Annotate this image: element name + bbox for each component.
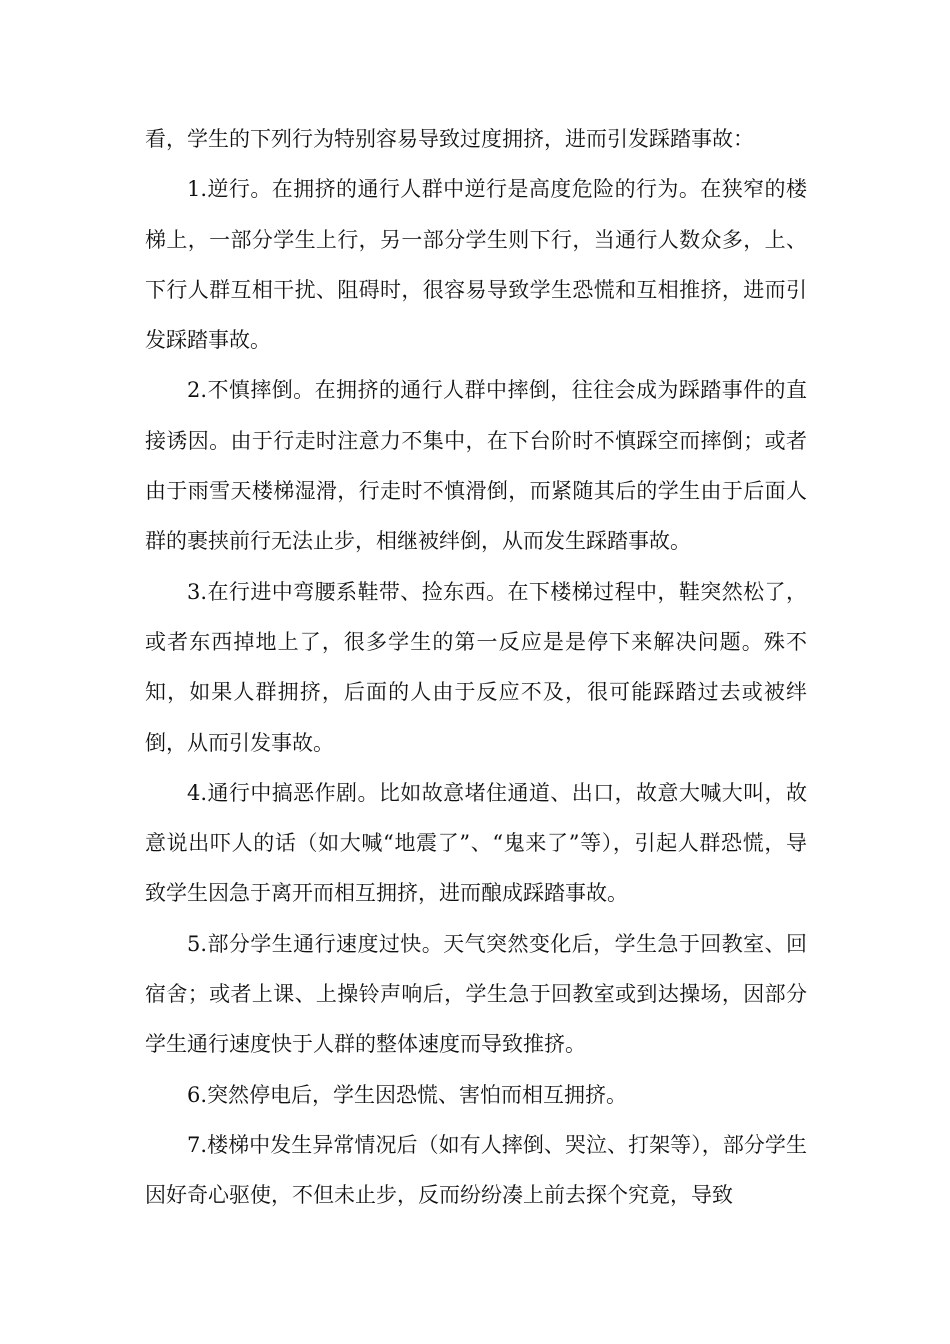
paragraph-item-2: 2.不慎摔倒。在拥挤的通行人群中摔倒，往往会成为踩踏事件的直接诱因。由于行走时注意力不集中，在下台阶时不慎踩空而摔倒；或者由于雨雪天楼梯湿滑，行走时不慎滑倒，而紧随其后的学生由于后面人群的裹挟前行无法止步，相继被绊倒，从而发生踩踏事故。 (145, 378, 807, 554)
paragraph-item-7: 7.楼梯中发生异常情况后（如有人摔倒、哭泣、打架等），部分学生因好奇心驱使，不但未止步，反而纷纷凑上前去探个究竟，导致 (145, 1132, 807, 1208)
paragraph-item-1: 1.逆行。在拥挤的通行人群中逆行是高度危险的行为。在狭窄的楼梯上，一部分学生上行，另一部分学生则下行，当通行人数众多，上、下行人群互相干扰、阻碍时，很容易导致学生恐慌和互相推挤，进而引发踩踏事故。 (145, 177, 807, 353)
paragraph-item-4: 4.通行中搞恶作剧。比如故意堵住通道、出口，故意大喊大叫，故意说出吓人的话（如大喊“地震了”、“鬼来了”等），引起人群恐慌，导致学生因急于离开而相互拥挤，进而酿成踩踏事故。 (145, 780, 807, 906)
document-body (145, 114, 807, 1221)
paragraph-continuation: 看，学生的下列行为特别容易导致过度拥挤，进而引发踩踏事故： (145, 127, 754, 151)
paragraph-item-3: 3.在行进中弯腰系鞋带、捡东西。在下楼梯过程中，鞋突然松了，或者东西掉地上了，很多学生的第一反应是是停下来解决问题。殊不知，如果人群拥挤，后面的人由于反应不及，很可能踩踏过去或被绊倒，从而引发事故。 (145, 579, 807, 755)
paragraph-item-5: 5.部分学生通行速度过快。天气突然变化后，学生急于回教室、回宿舍；或者上课、上操铃声响后，学生急于回教室或到达操场，因部分学生通行速度快于人群的整体速度而导致推挤。 (145, 931, 807, 1057)
paragraph-item-6: 6.突然停电后，学生因恐慌、害怕而相互拥挤。 (187, 1082, 628, 1107)
